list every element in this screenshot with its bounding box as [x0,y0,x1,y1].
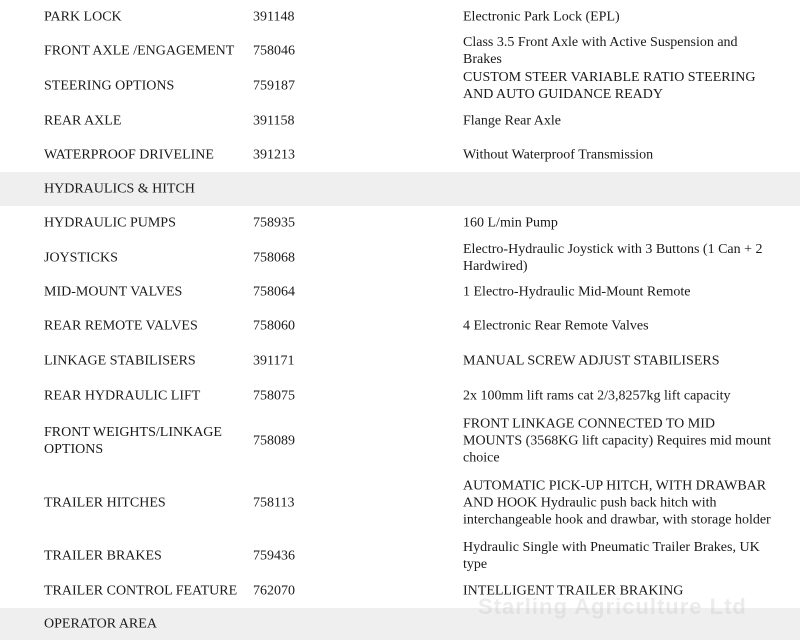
section-title: HYDRAULICS & HITCH [44,181,195,197]
option-code: 391213 [253,147,295,163]
feature-name: STEERING OPTIONS [44,78,175,94]
spec-row-rear-remote-valves [0,309,800,343]
option-code: 758089 [253,433,295,448]
option-description: CUSTOM STEER VARIABLE RATIO STEERING AND AUTO GUIDANCE READY [463,70,756,102]
option-description: AUTOMATIC PICK-UP HITCH, WITH DRAWBAR AND HOOK Hydraulic push back hitch with interchangeable hook and drawbar, with storage holder [463,478,771,528]
option-code: 762070 [253,583,295,598]
option-description: Class 3.5 Front Axle with Active Suspension and Brakes [463,35,738,67]
option-description: 4 Electronic Rear Remote Valves [463,318,649,334]
option-description: 160 L/min Pump [463,215,558,231]
feature-name: LINKAGE STABILISERS [44,353,196,369]
feature-name: FRONT AXLE /ENGAGEMENT [44,43,235,59]
section-header-hydraulics-hitch [0,172,800,206]
feature-name: REAR HYDRAULIC LIFT [44,388,201,404]
feature-name: FRONT WEIGHTS/LINKAGE OPTIONS [44,424,222,457]
option-description: FRONT LINKAGE CONNECTED TO MID MOUNTS (3568KG lift capacity) Requires mid mount choice [463,416,771,465]
spec-row-rear-hydraulic-lift [0,379,800,413]
option-code: 758046 [253,43,295,59]
feature-name: TRAILER HITCHES [44,495,166,511]
option-code: 758113 [253,495,295,511]
spec-row-hydraulic-pumps [0,206,800,240]
spec-row-waterproof-driveline [0,138,800,172]
spec-row-trailer-hitches [0,468,800,538]
feature-name: WATERPROOF DRIVELINE [44,147,214,163]
spec-row-linkage-stabilisers [0,343,800,379]
spec-row-trailer-brakes [0,538,800,573]
option-code: 391171 [253,353,295,369]
feature-name: REAR AXLE [44,113,122,129]
option-description: 1 Electro-Hydraulic Mid-Mount Remote [463,284,691,300]
option-description: MANUAL SCREW ADJUST STABILISERS [463,353,720,369]
spec-row-front-axle [0,34,800,68]
feature-name: TRAILER BRAKES [44,548,162,563]
option-description: 2x 100mm lift rams cat 2/3,8257kg lift capacity [463,388,731,404]
option-description: Electronic Park Lock (EPL) [463,9,620,25]
option-code: 758935 [253,215,295,231]
option-description: Hydraulic Single with Pneumatic Trailer Brakes, UK type [463,539,760,572]
spec-row-joysticks [0,240,800,275]
spec-row-mid-mount-valves [0,275,800,309]
option-code: 391148 [253,9,295,25]
spec-row-park-lock [0,0,800,34]
option-description: Electro-Hydraulic Joystick with 3 Buttons (1 Can + 2 Hardwired) [463,241,763,274]
option-code: 759436 [253,548,295,563]
watermark: Starling Agriculture Ltd [478,594,747,619]
feature-name: HYDRAULIC PUMPS [44,215,176,231]
feature-name: TRAILER CONTROL FEATURE [44,583,238,598]
feature-name: MID-MOUNT VALVES [44,284,183,300]
spec-row-steering-options [0,68,800,104]
option-code: 391158 [253,113,295,129]
option-code: 758064 [253,284,295,300]
option-code: 758060 [253,318,295,334]
option-description: Flange Rear Axle [463,113,561,129]
feature-name: JOYSTICKS [44,250,118,265]
feature-name: REAR REMOTE VALVES [44,318,198,334]
spec-row-front-weights-linkage [0,413,800,468]
feature-name: PARK LOCK [44,9,122,25]
spec-row-rear-axle [0,104,800,138]
section-title: OPERATOR AREA [44,616,157,632]
option-description: Without Waterproof Transmission [463,147,654,163]
option-code: 758068 [253,250,295,265]
option-code: 759187 [253,78,295,94]
option-code: 758075 [253,388,295,404]
option-description: INTELLIGENT TRAILER BRAKING [463,583,684,598]
